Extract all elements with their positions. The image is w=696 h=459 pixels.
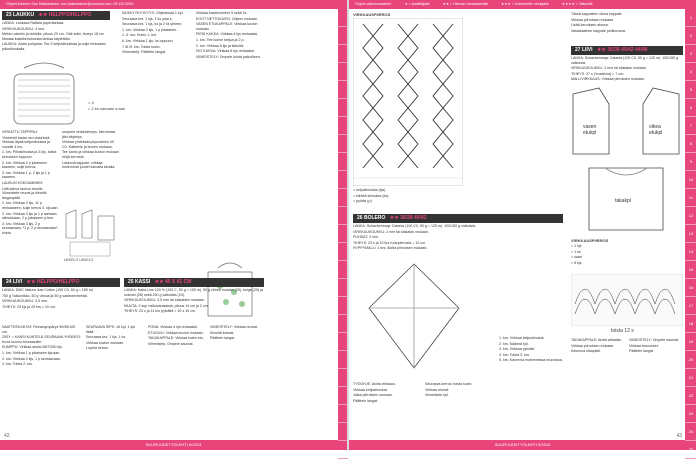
body-line: Yhteenkit tastai nen viskiriosä. Virkkaa läpsä ketjusilmukka ja vuoalle 4 krs. [2, 135, 51, 149]
right-legend-bottom [571, 244, 681, 274]
body-line: Mekko valmiin ja virkkilla, pituus 20 cm. Yläk solki, leveys 18 cm. Mustaa kaksikerroksesta lankaa käytetään. [2, 32, 105, 41]
tab-number: 9 [685, 153, 696, 171]
section-header-27 [571, 46, 683, 55]
bottom-column-c [148, 325, 206, 437]
body-line: PONA: Virkkaa 4 kjs renkaaksi. [148, 325, 198, 329]
body-line: Virkkaa ketjusilmukat. [353, 387, 388, 392]
body-line: 7./8./9. krs: Toista kuvio. [122, 44, 161, 49]
crochet-chart [353, 18, 463, 186]
body-line: 3. krs: Virkkaa 3 kjs, 2 p seuraavaan, *1 p, 2 p seuraavaan*, toista. [2, 221, 59, 235]
section-header-23 [2, 11, 110, 20]
legend-line: = 1 kjs [571, 244, 582, 248]
section-number: 27 [575, 47, 581, 53]
body-line: 1. krs: Virkkaa 3 kjs, 11 p renkaaseen, sulje kerros 3. kjs:aan. [2, 201, 59, 210]
left-page [0, 0, 347, 450]
legend-line: = ketjusilmukka (kjs) [353, 188, 386, 192]
section-title: KASSI [134, 279, 151, 285]
body-line: umpeen verkkoleveys, hiermetasi jäin käytetys. [62, 130, 116, 139]
tab-number: 2 [685, 27, 696, 45]
body-line: PUHDAT: 2 mm. [353, 235, 380, 240]
body-line: Jatka piirroksen mukaan. [353, 393, 393, 398]
section-title: LIIVI [581, 47, 593, 53]
body-line: Seuraava krs: 1 kjs, 1 ks. [86, 335, 127, 340]
body-line: Viimeistele työ. [425, 393, 450, 398]
tab-number: 21 [685, 369, 696, 387]
body-column-b [62, 130, 120, 205]
right-bottom-b [425, 382, 493, 436]
body-line: 1. krs: Virkkaa 1 p jokaiseen kjs:aan. [2, 350, 61, 355]
right-header-bar [349, 0, 696, 9]
section-number: 25 [128, 279, 134, 285]
body-line: SEURAAVA SIPS: 16 kpl, 1 kpl lisää. [86, 325, 136, 334]
intro-text: LANKA: Schachenmayr Catania (100 C0, 50 g = 125 m). 100/150 g valkoista. [353, 224, 477, 228]
svg-text:vasen: vasen [583, 124, 597, 130]
right-bottom-a [353, 382, 421, 436]
body-line: MALLIVIRKKAUS: Virkkaa piirroksen mukaan. [571, 77, 645, 82]
section-25-body [124, 288, 264, 320]
header-item: ★★★★ = Taitaville [561, 2, 593, 6]
repeat-label: toista 12 s [611, 328, 634, 334]
body-line: VAATTEEN MITAT: Rinnanympärys 90/96/100 cm. [2, 325, 76, 334]
bottom-column-d [210, 325, 266, 437]
tab-number: 1 [685, 9, 696, 27]
body-line: VIRKATTU TAPPIPAJ: [2, 130, 38, 134]
body-line: 2.-5. krs: Kuten 1. krs. [122, 33, 158, 38]
svg-text:etukpl: etukpl [649, 130, 663, 136]
body-line: 2. krs: Virkkaa 2 p jokaiseen kaareen, sulje kerros. [2, 160, 47, 170]
section-number: 26 [357, 215, 363, 221]
body-line: Virkkaa reunukset. [629, 343, 659, 348]
body-line: Kiinnitä kahvat. [210, 330, 235, 335]
svg-text:takakpl: takakpl [615, 198, 631, 204]
body-line: MUKKYYKYYKYYS: Ohjeistusta 1 kpl. [122, 11, 184, 15]
difficulty-stars: ★★ HELPPO/HELPPO [26, 279, 80, 285]
tab-number: 10 [685, 171, 696, 189]
body-line: VIRKKUUKOUKKU: 3,5 mm. [2, 299, 49, 304]
section-27-body [571, 56, 683, 82]
legend-label-b: = 2 ks samaan s:aan [88, 106, 126, 111]
body-line: Vastakkainen kappale peilikuvana. [571, 28, 626, 33]
body-line: ISO KUKKA: Virkkaa 8 kjs renkaaksi. [196, 49, 256, 54]
right-page [349, 0, 696, 450]
body-line: Seuraava krs: 1 kjs, ks ja 2 ks yhteen. [122, 22, 183, 27]
body-line: 1. krs: Virkkaa 3 kjs, 1 p jokaiseen. [122, 27, 178, 32]
body-line: PIENI KUKKA: Virkkaa 4 kjs renkaaksi. [196, 32, 259, 37]
tab-number: 13 [685, 225, 696, 243]
body-line: RYPPYMALLI: 1 krs: Aloita piirroksen mukaan. [353, 246, 428, 251]
body-line: 2. krs: Virkkaa 3 kjs ja 1 p samaan silmukkaan, 2 p jokaiseen p:hen. [2, 211, 57, 221]
tab-number: 4 [685, 63, 696, 81]
right-bottom-d [571, 338, 625, 436]
body-line: TIHEYS: 27 s (*maailma) = 7 cm. [571, 71, 625, 76]
body-line: TAKAKAPPALE: Aloita alhaalta. [571, 338, 622, 342]
intro-text: LANKA: Lankava Raffaia paperilankaa. [2, 21, 65, 25]
body-line: Virkkaa reunat. [425, 387, 450, 392]
body-line: VIRKKUUKOUKKU: 3 mm tai käsialan mukaan. [571, 66, 647, 71]
body-line: 25SY = KANSI KUNTELÄ SEURAAVA YHDEKSI: Kuva kuuluu seuraavalle. [2, 335, 81, 344]
body-line: TYÖOHJE: Aloita virkkaus. [353, 382, 396, 386]
body-column-c [122, 11, 192, 266]
tab-number: 25 [685, 441, 696, 459]
body-line: 2. krs: Virkkaa 3 kjs, 1 p seuraavaan. [2, 356, 61, 361]
section-header-24 [2, 278, 120, 287]
body-line: LAUKUN KOKOAMINEN: [2, 180, 43, 185]
body-line: MUUTA: 2 sup valkovanaiaisia, pituus 14 cm ja 2 cm. [124, 303, 209, 308]
section-number: 23 [6, 12, 12, 18]
stitch-chart [571, 274, 683, 326]
body-line: Virkkaa yhdeksänyöpunainen 40 C0. Kääntele ja kuvien mukaan. [62, 140, 114, 149]
svg-text:etukpl: etukpl [583, 130, 597, 136]
bag-pattern-diagram [62, 208, 118, 258]
body-line: VIIMEISTELY: Ompele kukat paikoilleen. [196, 54, 261, 59]
body-line: Tässä kappaleen oikea kappale. [571, 12, 623, 16]
left-page-number: 42 [4, 433, 10, 439]
body-line: 3. krs: Virkkaa 1 p, 2 kjs ja 1 p kaareen. [2, 170, 50, 180]
tab-number: 6 [685, 99, 696, 117]
difficulty-stars: ★★ 36/38 40/42 44/46 [596, 47, 648, 53]
legend-line: = kiinteä silmukka (ks) [353, 193, 389, 198]
right-top-text [571, 12, 681, 44]
body-line: VIRKKUUKOUKKU: 3,5 mm tai käsiaiden mukaan. [124, 298, 205, 303]
body-line: TIHEYS: 23 s ja 11 krs pylväitä = 10 x 10 cm. [124, 309, 196, 314]
body-line: Liitä kahva laukun sivuille. Viimeistele reunat ja kiinnitä langanpäät. [2, 186, 47, 200]
tab-number: 22 [685, 387, 696, 405]
svg-text:oikea: oikea [649, 124, 661, 130]
right-bottom-c [499, 336, 567, 436]
tab-number: 23 [685, 405, 696, 423]
body-column-a [2, 130, 60, 275]
right-footer: SUURI KÄSITYÖLEHTI 5/2013 [349, 440, 696, 450]
body-line: Viimeistely: Ompele saumat. [148, 341, 194, 346]
section-header-26 [353, 214, 563, 223]
left-header-text: Ohjeet kohteen Sari Hakkarainen, sari.hakkarainen@sanoma.com, 09 120 5915 [6, 2, 134, 6]
body-line: 3. krs: Virkkaa pylväät. [499, 347, 536, 352]
right-page-number: 43 [676, 433, 682, 439]
intro-text: LANKA: DMC Natura Just Cotton (100 C0, 50 g = 155 m) [2, 288, 93, 292]
legend-line: = pylväs (p) [353, 199, 372, 204]
body-line: Päättele langat. [353, 398, 378, 403]
tab-number: 18 [685, 315, 696, 333]
intro-text: LANKA: Katia Line 100 % (100 C, 50 g = 150 m). 50 g vihreä mustaa (25), beige (25) ja oranssi (28) sekä 150 g valkoista (24). [124, 288, 263, 297]
body-line: 1. krs: Virkkaa ketjusilmukat. [499, 336, 545, 340]
chart-title: VIRKKAUSPIIRROS [571, 238, 609, 243]
section-23-intro [2, 21, 110, 59]
tab-number: 7 [685, 117, 696, 135]
body-line: 3. krs: Toista 2. krs. [2, 362, 33, 367]
body-column-d [196, 11, 264, 191]
tab-number: 12 [685, 207, 696, 225]
legend-line: = 1 ks [571, 249, 581, 254]
difficulty-stars: ★★ 40 X 41 CM [154, 279, 192, 285]
section-header-25 [124, 278, 264, 287]
body-line: 1. krs: Piilosilmukka ja 3 kjs, toista kerroksen loppuun. [2, 150, 57, 159]
tab-number: 16 [685, 279, 696, 297]
section-title: BOLERO [363, 215, 386, 221]
tab-number: 15 [685, 261, 696, 279]
body-line: 2. krs: Virkkaa 5 kjs ja kiinnitä. [196, 43, 245, 48]
body-line: 750 g Talviunikko, 50 g Vanua ja 50 g vaaleanvihreää. [2, 293, 88, 298]
body-line: Kavenna olkapäät. [571, 349, 601, 354]
body-line: KOOT NETTOKASSI: Ohjeen mukaan. [196, 16, 259, 21]
body-line: KUMPPU: Virkkaa aluksi 68/72/80 kjs. [2, 345, 63, 350]
right-bottom-e [629, 338, 683, 436]
header-item: ★★ = Hieman harrastaneille [442, 2, 489, 6]
tab-number: 20 [685, 351, 696, 369]
tab-number: 11 [685, 189, 696, 207]
header-item: ★★★ = Kokeneelle neulojalle [501, 2, 549, 6]
body-line: VASEN ETUKAPPALE: Virkkaa kuvion mukaan. [196, 22, 258, 31]
header-item: Ohjeet valmiuusasteet: [355, 2, 392, 6]
left-footer: SUURI KÄSITYÖLEHTI 5/2013 [0, 440, 347, 450]
section-title: LAUKKU [12, 12, 35, 18]
section-24-body [2, 288, 120, 318]
tab-number: 3 [685, 45, 696, 63]
body-line: VIIMEISTELY: Virkkaa reunat. [210, 325, 258, 329]
tab-number: 8 [685, 135, 696, 153]
left-header-bar [0, 0, 347, 9]
body-line: Tee kanto ja virkkaa kuvion mukaan neljä kerrosta. [62, 150, 119, 159]
body-line: 4. krs: Toista 3. krs. [499, 352, 530, 357]
right-number-tabs [685, 9, 696, 452]
difficulty-stars: ★★ 36/38 40/42 [389, 215, 427, 221]
body-line: Virkkaa piirroksen mukaan. [571, 17, 615, 22]
body-line: Laskonä kappale: virkkaa molemmat puolet samalla tavalla. [62, 160, 116, 170]
body-line: VIIMEISTELY: Ompele saumat. [629, 338, 680, 342]
legend-line: = kaari [571, 255, 582, 260]
body-line: Päättele langat. [210, 336, 235, 341]
legend-line: = 5 kjs [571, 260, 582, 265]
section-number: 24 [6, 279, 12, 285]
body-line: 5. krs: Kavenna molemmissa reunoissa. [499, 358, 563, 363]
vest-schematic [569, 84, 683, 234]
diagram-title: VIRKKAUSPIIRROS [353, 12, 391, 17]
right-legend-top [353, 188, 463, 212]
bolero-diagram [359, 258, 469, 378]
bottom-column-a [2, 325, 82, 437]
body-line: Virkkaa kuvion mukaan. [86, 340, 125, 345]
header-item: ★ = Aloittelijalle [404, 2, 430, 6]
body-line: VIRKKUUKOUKKU: 2 mm tai käsialan mukaan. [353, 229, 429, 234]
body-line: ETUSIVU: Virkkaa kuvion mukaan. [148, 330, 204, 335]
body-line: VIRKKUUKOUKKU: 4 mm. [2, 26, 46, 31]
body-line: Seuraava krs: 1 kjs, 1 ks joka s. [122, 16, 173, 21]
bottom-column-b [86, 325, 144, 437]
difficulty-stars: ★★ HELPPO/HELPPO [38, 12, 92, 18]
section-title: LIVI [12, 279, 23, 285]
body-line: TIHEYS: 23 s ja 10 krs ruutupiirrosta = 10 cm. [353, 240, 427, 245]
section-26-body [353, 224, 563, 254]
diagram-caption: UKKELO UKKELO [64, 258, 94, 262]
tab-number: 14 [685, 243, 696, 261]
tab-number: 19 [685, 333, 696, 351]
tab-number: 17 [685, 297, 696, 315]
body-line: Viimeistely: Päättele langat. [122, 50, 167, 55]
body-line: 1. krs: Tee kolme ketjua ja 2 p. [196, 37, 245, 42]
body-line: 6. krs: Virkkaa 1 kjs, ks loppuun. [122, 38, 174, 43]
bag-diagram [4, 60, 84, 126]
legend-label-a: = 4 [88, 100, 94, 105]
tab-number: 24 [685, 423, 696, 441]
body-line: Lisää kerroksen alussa. [571, 23, 609, 28]
intro-text: LANKA: Schachenmayr Catania (100 C0, 50 g = 125 m). 100/150 g valkoista. [571, 56, 679, 65]
body-line: Virkkaa piirroksen mukaan. [571, 343, 615, 348]
body-line: Virkkaa kaarenumero 5 sekä 2s. [196, 11, 248, 15]
body-line: TAKAKAPPALE: Virkkaa kuten etu. [148, 336, 204, 341]
body-line: Seuraava kerros: toista kuvio. [425, 382, 473, 386]
body-line: Lopeta kerros. [86, 346, 109, 351]
body-line: LAUKKU: Aloita pohjasta. Tee 2 ketjusilmukkaa ja sulje renkaaksi piilosilmukalla. [2, 42, 106, 51]
body-line: Päättele langat. [629, 349, 654, 354]
body-line: 2. krs: Käännä työ. [499, 341, 529, 346]
body-line: TIHEYS: 23 kjs ja 25 krs = 10 cm. [2, 304, 56, 309]
tab-number: 5 [685, 81, 696, 99]
